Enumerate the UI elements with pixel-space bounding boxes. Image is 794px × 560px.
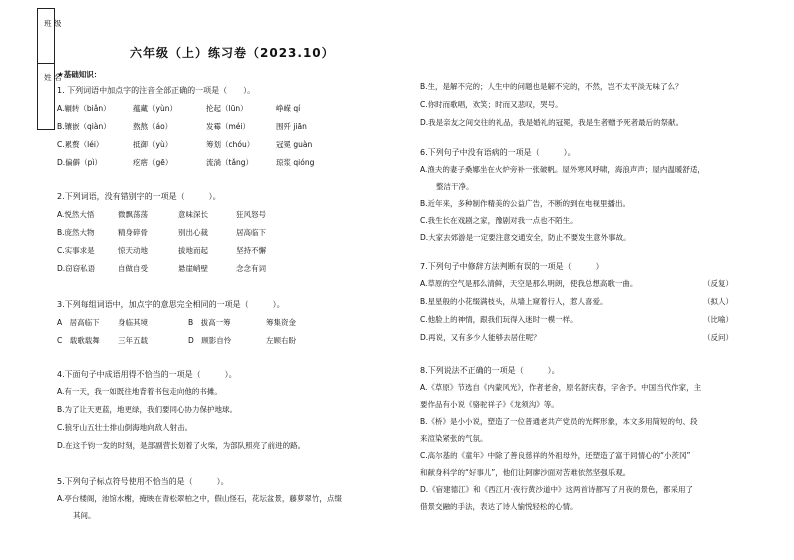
question-8-option-c-cont: 和献身科学的“好事儿”，他们让阿廖沙面对苦难依然坚强乐观。: [420, 468, 631, 477]
option: 居高临下: [236, 228, 266, 237]
question-8-option-a: A.《草原》节选自《内蒙风光》，作者老舍，原名舒庆春，字舍予。中国当代作家，主: [420, 383, 702, 392]
rhetoric-tag: （反复）: [703, 279, 733, 288]
divider: [38, 63, 54, 64]
question-7-option-a: A.草原的空气是那么清鲜，天空是那么明朗，使我总想高歌一曲。: [420, 279, 638, 288]
question-5-option-a-cont: 其间。: [73, 511, 96, 520]
question-8-option-d: D.《宿建德江》和《西江月·夜行黄沙道中》这两首诗都写了月夜的景色，都采用了: [420, 485, 694, 494]
question-1-stem: 1. 下列词语中加点字的注音全部正确的一项是（ ）。: [57, 86, 256, 95]
question-3-stem: 3.下列每组词语中，加点字的意思完全相同的一项是（ ）。: [57, 300, 285, 309]
page-title: 六年级（上）练习卷（2023.10）: [130, 46, 335, 60]
question-4-option-d: D.在这千钧一发的时刻，是部副营长划着了火柴，为部队照亮了前进的路。: [57, 441, 306, 450]
question-8-option-b-cont: 来渲染紧张的气氛。: [420, 434, 488, 443]
option: 惊天动地: [118, 246, 148, 255]
question-8-option-d-cont: 借景交融的手法，表达了诗人愉悦轻松的心情。: [420, 502, 578, 511]
rhetoric-tag: （反问）: [703, 333, 733, 342]
question-5-option-a: A.亭台楼阁，池馆水榭，掩映在青松翠柏之中，假山怪石，花坛盆景，藤萝翠竹，点缀: [57, 494, 342, 503]
option: D 顾影自怜: [188, 336, 232, 345]
question-7-stem: 7.下列句子中修辞方法判断有误的一项是（ ）: [420, 262, 604, 271]
rhetoric-tag: （比喻）: [703, 315, 733, 324]
option: 坚持不懈: [236, 246, 266, 255]
option: 发霉（méi）: [206, 122, 251, 131]
option: 自做自受: [118, 264, 148, 273]
option: 筹划（chóu）: [206, 140, 255, 149]
question-6-option-b: B.近年来，多种制作精美的公益广告，不断的到在电视里播出。: [420, 199, 631, 208]
option: A 居高临下: [57, 318, 100, 327]
option: B 拔高一筹: [188, 318, 231, 327]
option: 抡起（lūn）: [206, 104, 248, 113]
option: B.庞然大物: [57, 228, 95, 237]
option: 身临其境: [118, 318, 148, 327]
name-label: 姓 名: [44, 73, 62, 82]
option: 别出心裁: [178, 228, 208, 237]
option: C.累赘（léi）: [57, 140, 104, 149]
option: C 载歌载舞: [57, 336, 100, 345]
option: 熬熬（áo）: [133, 122, 173, 131]
option: 流淌（tǎng）: [206, 158, 254, 167]
question-6-option-d: D.大家去郊游是一定要注意交通安全，防止不要发生意外事故。: [420, 233, 631, 242]
option: 蕴藏（yùn）: [133, 104, 177, 113]
question-4-stem: 4.下面句子中成语用得不恰当的一项是（ ）。: [57, 370, 237, 379]
student-info-box: [37, 8, 62, 130]
class-label: 班 级: [44, 19, 62, 28]
rhetoric-tag: （拟人）: [703, 297, 733, 306]
question-4-option-c: C.狼牙山五壮士排山倒海地向敌人射击。: [57, 423, 193, 432]
question-6-option-c: C.我生长在戏剧之家，豫剧对我一点也不陌生。: [420, 216, 578, 225]
option: 三年五载: [118, 336, 148, 345]
option: 微飘荡荡: [118, 210, 148, 219]
question-5-stem: 5.下列句子标点符号使用不恰当的是（ ）。: [57, 477, 229, 486]
question-6-option-a: A.渔夫的妻子桑娜坐在火炉旁补一张破帆。屋外寒风呼啸，海浪声声；屋内温暖舒适，: [420, 165, 705, 174]
option: 拔地而起: [178, 246, 208, 255]
section-heading: ★基础知识：: [57, 70, 102, 79]
option: A.辗转（biǎn）: [57, 104, 111, 113]
question-5-option-d: D.我是亲友之间交往的礼品，我是婚礼的冠冕，我是生者赠予死者最后的祭献。: [420, 118, 684, 127]
option: 悬崖峭壁: [178, 264, 208, 273]
option: D.偏僻（pì）: [57, 158, 103, 167]
question-2-stem: 2.下列词语，没有错别字的一项是（ ）。: [57, 192, 221, 201]
option: 抵御（yù）: [133, 140, 173, 149]
option: 精身碎骨: [118, 228, 148, 237]
question-4-option-b: B.为了让天更蓝，地更绿，我们要同心协力保护地球。: [57, 405, 238, 414]
option: 念念有词: [236, 264, 266, 273]
question-5-option-b: B.生，是解不完的；人生中的问题也是解不完的，不然，岂不太平淡无味了么？: [420, 82, 683, 91]
question-7-option-d: D.再说，又有多少人能够去居住呢？: [420, 333, 541, 342]
option: 狂风怒号: [236, 210, 266, 219]
question-6-option-a-cont: 整洁干净。: [436, 182, 474, 191]
option: 峥嵘 qí: [276, 104, 301, 113]
question-5-option-c: C.你时而歌唱，欢笑；时而又悲叹，哭号。: [420, 100, 563, 109]
question-7-option-c: C.他脸上的神情，跟我们玩得入迷时一模一样。: [420, 315, 578, 324]
question-4-option-a: A.有一天，我一如既往地背着书包走向他的书摊。: [57, 387, 222, 396]
option: 琼浆 qióng: [276, 158, 315, 167]
question-8-stem: 8.下列说法不正确的一项是（ ）。: [420, 366, 560, 375]
option: 围歼 jiān: [276, 122, 307, 131]
option: 左顾右盼: [266, 336, 296, 345]
option: 意味深长: [178, 210, 208, 219]
question-8-option-a-cont: 要作品有小说《骆驼祥子》《龙须沟》等。: [420, 400, 559, 409]
option: D.窃窃私语: [57, 264, 96, 273]
option: 筹集资金: [266, 318, 296, 327]
question-8-option-c: C.高尔基的《童年》中除了善良慈祥的外祖母外，还塑造了富于同情心的“小茨冈”: [420, 451, 691, 460]
question-6-stem: 6.下列句子中没有语病的一项是（ ）。: [420, 148, 576, 157]
option: 疙瘩（gē）: [133, 158, 173, 167]
option: C.实事求是: [57, 246, 95, 255]
question-7-option-b: B.星星般的小花缀满枝头，从墙上窥着行人，惹人喜爱。: [420, 297, 608, 306]
option: A.悦然大悟: [57, 210, 95, 219]
option: B.镶嵌（qiàn）: [57, 122, 111, 131]
option: 冠冕 guàn: [276, 140, 313, 149]
question-8-option-b: B.《桥》是小小说，塑造了一位普通老共产党员的光辉形象，本文多用简短的句、段: [420, 417, 698, 426]
